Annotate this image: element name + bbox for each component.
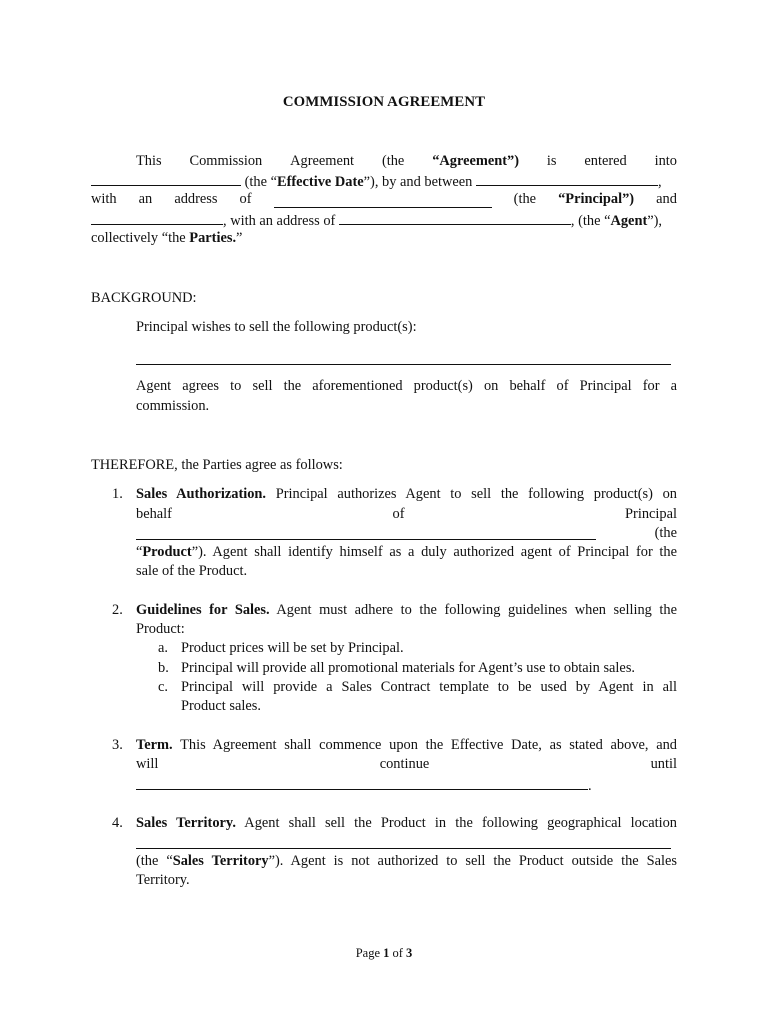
section-1-line-4: “Product”). Agent shall identify himself as a duly authorized agent of Principal for the [136, 544, 677, 560]
section-1-line-1: Sales Authorization. Principal authorizes Agent to sell the following product(s) on [136, 486, 677, 502]
section-2-line-2: Product: [136, 621, 185, 637]
page-number: Page 1 of 3 [355, 946, 413, 960]
principal-address-blank[interactable] [274, 194, 492, 208]
section-4-number: 4. [112, 815, 123, 831]
agent-name-blank[interactable] [91, 211, 223, 225]
section-1-line-5: sale of the Product. [136, 563, 248, 579]
section-3-line-3: . [136, 776, 592, 795]
intro-line-5: collectively “the Parties.” [91, 230, 243, 246]
background-paragraph-2-line-2: commission. [136, 398, 210, 414]
section-2-item-c-letter: c. [158, 679, 168, 695]
section-1-number: 1. [112, 486, 123, 502]
therefore-clause: THEREFORE, the Parties agree as follows: [91, 457, 343, 473]
section-2-item-b: Principal will provide all promotional materials for Agent’s use to obtain sales. [181, 660, 636, 676]
document-title: COMMISSION AGREEMENT [282, 94, 486, 110]
agent-address-blank[interactable] [339, 211, 571, 225]
intro-line-3: with an address of (the “Principal”) and [91, 191, 677, 207]
section-3-number: 3. [112, 737, 123, 753]
section-2-item-c: Principal will provide a Sales Contract template to be used by Agent in all [181, 679, 677, 695]
section-2-line-1: Guidelines for Sales. Agent must adhere to the following guidelines when selling the [136, 602, 677, 618]
section-1-line-2: behalf of Principal [136, 506, 677, 522]
background-paragraph-2-line-1: Agent agrees to sell the aforementioned product(s) on behalf of Principal for a [136, 378, 677, 394]
section-3-line-1: Term. This Agreement shall commence upon the Effective Date, as stated above, and [136, 737, 677, 753]
section-2-number: 2. [112, 602, 123, 618]
section-2-item-c-continued: Product sales. [181, 698, 261, 714]
products-blank[interactable] [136, 350, 671, 365]
section-4-line-1: Sales Territory. Agent shall sell the Product in the following geographical location [136, 815, 677, 831]
effective-date-blank[interactable] [91, 172, 241, 186]
party-name-blank[interactable] [476, 172, 658, 186]
section-1-line-3-end: (the [654, 525, 677, 541]
section-2-item-a: Product prices will be set by Principal. [181, 640, 404, 656]
intro-line-1: This Commission Agreement (the “Agreement”) is entered into [136, 153, 677, 169]
intro-line-4: , with an address of , (the “Agent”), [91, 211, 662, 230]
section-4-line-4: Territory. [136, 872, 190, 888]
section-3-line-2: will continue until [136, 756, 677, 772]
sales-territory-blank[interactable] [136, 834, 671, 849]
section-2-item-a-letter: a. [158, 640, 168, 656]
background-paragraph-1: Principal wishes to sell the following product(s): [136, 319, 417, 335]
section-1-product-blank[interactable] [136, 525, 596, 540]
section-4-line-3: (the “Sales Territory”). Agent is not authorized to sell the Product outside the Sales [136, 853, 678, 869]
section-2-item-b-letter: b. [158, 660, 169, 676]
background-heading: BACKGROUND: [91, 290, 197, 306]
term-end-blank[interactable] [136, 776, 588, 790]
intro-line-2: (the “Effective Date”), by and between , [91, 172, 677, 191]
